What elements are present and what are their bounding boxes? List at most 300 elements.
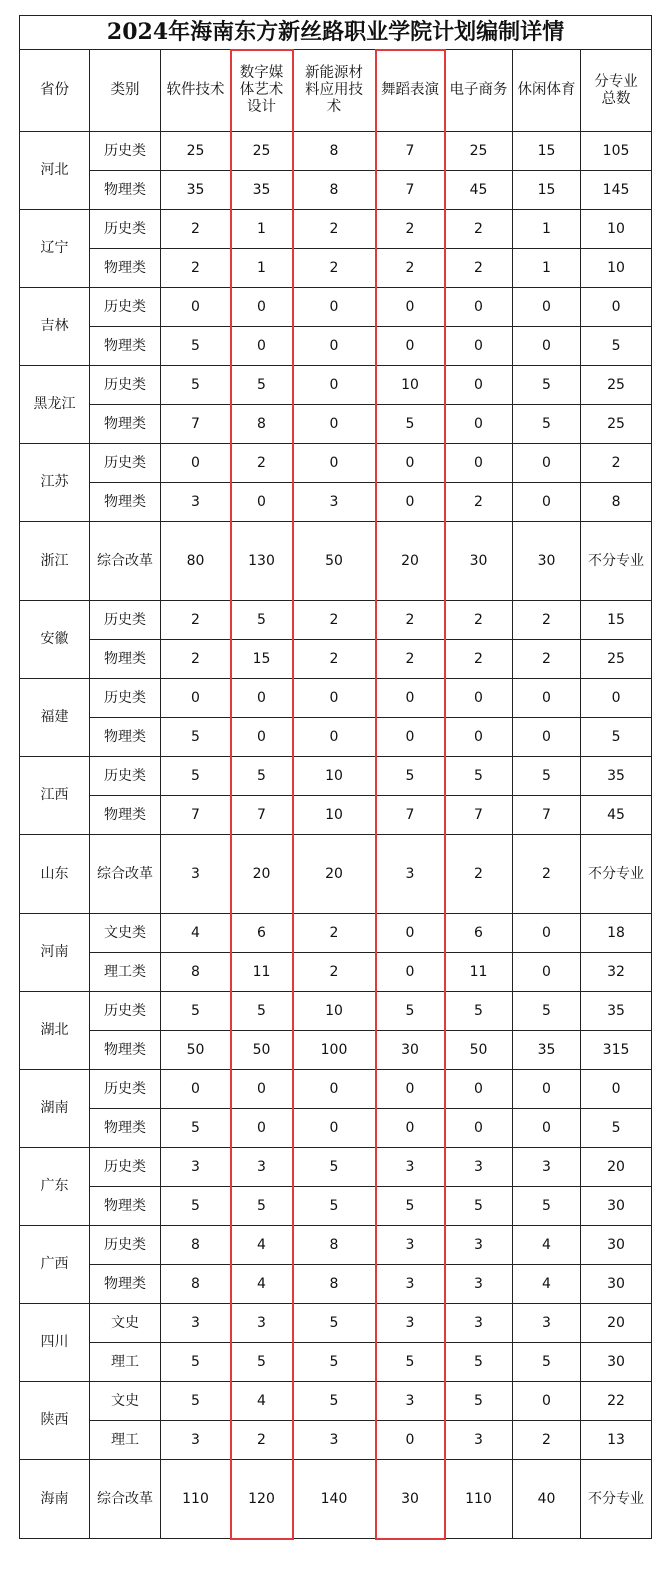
total-cell: 25 xyxy=(581,366,652,405)
value-cell: 3 xyxy=(376,1304,445,1343)
category-cell: 历史类 xyxy=(90,601,161,640)
value-cell: 0 xyxy=(513,483,581,522)
province-cell: 辽宁 xyxy=(20,210,90,288)
value-cell: 3 xyxy=(445,1304,513,1343)
category-cell: 文史 xyxy=(90,1304,161,1343)
total-cell: 30 xyxy=(581,1226,652,1265)
province-cell: 湖北 xyxy=(20,992,90,1070)
value-cell: 0 xyxy=(376,679,445,718)
total-cell: 5 xyxy=(581,718,652,757)
value-cell: 3 xyxy=(376,1265,445,1304)
category-cell: 历史类 xyxy=(90,757,161,796)
value-cell: 100 xyxy=(293,1031,376,1070)
value-cell: 50 xyxy=(293,522,376,601)
value-cell: 2 xyxy=(293,249,376,288)
value-cell: 2 xyxy=(445,835,513,914)
value-cell: 10 xyxy=(293,757,376,796)
table-row xyxy=(20,1304,652,1343)
value-cell: 2 xyxy=(293,914,376,953)
total-cell: 25 xyxy=(581,640,652,679)
province-cell: 河南 xyxy=(20,914,90,992)
table-row xyxy=(20,914,652,953)
table-row xyxy=(20,366,652,405)
value-cell: 5 xyxy=(513,405,581,444)
value-cell: 80 xyxy=(161,522,231,601)
value-cell: 0 xyxy=(231,1070,293,1109)
category-cell: 历史类 xyxy=(90,366,161,405)
value-cell: 30 xyxy=(376,1460,445,1539)
value-cell: 3 xyxy=(376,1382,445,1421)
value-cell: 5 xyxy=(376,1187,445,1226)
value-cell: 2 xyxy=(376,601,445,640)
table-row xyxy=(20,679,652,718)
table-title: 2024年海南东方新丝路职业学院计划编制详情 xyxy=(20,16,652,50)
value-cell: 0 xyxy=(445,444,513,483)
total-cell: 15 xyxy=(581,601,652,640)
value-cell: 7 xyxy=(376,132,445,171)
province-cell: 吉林 xyxy=(20,288,90,366)
value-cell: 5 xyxy=(161,1109,231,1148)
value-cell: 2 xyxy=(293,210,376,249)
total-cell: 8 xyxy=(581,483,652,522)
value-cell: 0 xyxy=(293,1070,376,1109)
value-cell: 30 xyxy=(445,522,513,601)
value-cell: 0 xyxy=(293,679,376,718)
value-cell: 5 xyxy=(376,1343,445,1382)
value-cell: 1 xyxy=(513,210,581,249)
value-cell: 35 xyxy=(161,171,231,210)
total-cell: 20 xyxy=(581,1304,652,1343)
value-cell: 5 xyxy=(445,1187,513,1226)
header-province xyxy=(20,50,90,132)
value-cell: 140 xyxy=(293,1460,376,1539)
value-cell: 7 xyxy=(161,796,231,835)
value-cell: 5 xyxy=(231,757,293,796)
total-cell: 0 xyxy=(581,679,652,718)
category-cell: 综合改革 xyxy=(90,522,161,601)
header-line: 休闲体育 xyxy=(517,82,576,98)
table-row xyxy=(20,1421,652,1460)
value-cell: 3 xyxy=(161,483,231,522)
table-row xyxy=(20,327,652,366)
value-cell: 50 xyxy=(445,1031,513,1070)
value-cell: 6 xyxy=(231,914,293,953)
value-cell: 8 xyxy=(293,1265,376,1304)
value-cell: 5 xyxy=(376,757,445,796)
value-cell: 5 xyxy=(231,992,293,1031)
value-cell: 3 xyxy=(293,1421,376,1460)
category-cell: 物理类 xyxy=(90,796,161,835)
value-cell: 1 xyxy=(231,210,293,249)
total-cell: 5 xyxy=(581,1109,652,1148)
table-row xyxy=(20,640,652,679)
value-cell: 2 xyxy=(376,249,445,288)
value-cell: 5 xyxy=(293,1148,376,1187)
value-cell: 0 xyxy=(293,405,376,444)
category-cell: 历史类 xyxy=(90,132,161,171)
total-cell: 13 xyxy=(581,1421,652,1460)
value-cell: 0 xyxy=(376,1070,445,1109)
value-cell: 2 xyxy=(445,640,513,679)
table-row xyxy=(20,1187,652,1226)
value-cell: 2 xyxy=(513,1421,581,1460)
value-cell: 0 xyxy=(161,1070,231,1109)
value-cell: 2 xyxy=(513,601,581,640)
table-body xyxy=(20,132,652,1539)
value-cell: 3 xyxy=(161,1421,231,1460)
table-row xyxy=(20,1226,652,1265)
value-cell: 0 xyxy=(376,444,445,483)
category-cell: 理工类 xyxy=(90,953,161,992)
value-cell: 2 xyxy=(161,249,231,288)
header-row xyxy=(20,50,652,132)
table-row xyxy=(20,522,652,601)
header-line: 新能源材 xyxy=(305,65,363,81)
total-cell: 20 xyxy=(581,1148,652,1187)
value-cell: 3 xyxy=(513,1304,581,1343)
header-total xyxy=(581,50,652,132)
value-cell: 2 xyxy=(445,601,513,640)
value-cell: 40 xyxy=(513,1460,581,1539)
value-cell: 130 xyxy=(231,522,293,601)
table-row xyxy=(20,1031,652,1070)
value-cell: 5 xyxy=(513,366,581,405)
category-cell: 历史类 xyxy=(90,992,161,1031)
total-cell: 30 xyxy=(581,1343,652,1382)
value-cell: 2 xyxy=(376,640,445,679)
value-cell: 5 xyxy=(293,1304,376,1343)
value-cell: 45 xyxy=(445,171,513,210)
value-cell: 3 xyxy=(376,1148,445,1187)
value-cell: 0 xyxy=(231,327,293,366)
value-cell: 120 xyxy=(231,1460,293,1539)
value-cell: 5 xyxy=(513,757,581,796)
value-cell: 10 xyxy=(293,992,376,1031)
value-cell: 0 xyxy=(376,327,445,366)
value-cell: 0 xyxy=(161,444,231,483)
category-cell: 历史类 xyxy=(90,1226,161,1265)
value-cell: 3 xyxy=(293,483,376,522)
value-cell: 2 xyxy=(513,835,581,914)
value-cell: 8 xyxy=(293,171,376,210)
value-cell: 0 xyxy=(293,327,376,366)
value-cell: 7 xyxy=(231,796,293,835)
value-cell: 3 xyxy=(231,1304,293,1343)
province-cell: 四川 xyxy=(20,1304,90,1382)
value-cell: 0 xyxy=(376,483,445,522)
table-row xyxy=(20,171,652,210)
value-cell: 0 xyxy=(376,1109,445,1148)
table-row xyxy=(20,718,652,757)
table-row xyxy=(20,210,652,249)
value-cell: 0 xyxy=(445,1109,513,1148)
value-cell: 0 xyxy=(445,718,513,757)
table-row xyxy=(20,444,652,483)
value-cell: 7 xyxy=(161,405,231,444)
value-cell: 2 xyxy=(445,210,513,249)
value-cell: 5 xyxy=(293,1343,376,1382)
value-cell: 7 xyxy=(376,171,445,210)
total-cell: 不分专业 xyxy=(581,1460,652,1539)
table-row xyxy=(20,953,652,992)
value-cell: 5 xyxy=(513,1187,581,1226)
value-cell: 8 xyxy=(161,953,231,992)
value-cell: 3 xyxy=(513,1148,581,1187)
value-cell: 4 xyxy=(513,1265,581,1304)
value-cell: 15 xyxy=(513,171,581,210)
province-cell: 安徽 xyxy=(20,601,90,679)
value-cell: 4 xyxy=(231,1226,293,1265)
value-cell: 0 xyxy=(231,483,293,522)
category-cell: 综合改革 xyxy=(90,835,161,914)
province-cell: 浙江 xyxy=(20,522,90,601)
header-line: 体艺术 xyxy=(239,82,284,98)
value-cell: 10 xyxy=(376,366,445,405)
table-row xyxy=(20,1382,652,1421)
total-cell: 5 xyxy=(581,327,652,366)
value-cell: 5 xyxy=(231,1187,293,1226)
header-line: 分专业 xyxy=(594,73,638,90)
value-cell: 0 xyxy=(231,1109,293,1148)
value-cell: 20 xyxy=(293,835,376,914)
value-cell: 5 xyxy=(161,1382,231,1421)
value-cell: 3 xyxy=(376,1226,445,1265)
total-cell: 30 xyxy=(581,1265,652,1304)
value-cell: 0 xyxy=(513,718,581,757)
value-cell: 20 xyxy=(376,522,445,601)
value-cell: 3 xyxy=(376,835,445,914)
category-cell: 物理类 xyxy=(90,249,161,288)
value-cell: 2 xyxy=(445,483,513,522)
total-cell: 105 xyxy=(581,132,652,171)
value-cell: 30 xyxy=(376,1031,445,1070)
total-cell: 18 xyxy=(581,914,652,953)
value-cell: 5 xyxy=(231,1343,293,1382)
value-cell: 4 xyxy=(231,1265,293,1304)
category-cell: 物理类 xyxy=(90,171,161,210)
province-cell: 江西 xyxy=(20,757,90,835)
header-line: 电子商务 xyxy=(449,82,508,98)
value-cell: 5 xyxy=(231,601,293,640)
table-row xyxy=(20,1070,652,1109)
value-cell: 5 xyxy=(161,1187,231,1226)
value-cell: 0 xyxy=(513,288,581,327)
category-cell: 物理类 xyxy=(90,1031,161,1070)
total-cell: 35 xyxy=(581,992,652,1031)
value-cell: 5 xyxy=(161,757,231,796)
province-cell: 陕西 xyxy=(20,1382,90,1460)
table-row xyxy=(20,483,652,522)
value-cell: 8 xyxy=(161,1226,231,1265)
value-cell: 5 xyxy=(513,1343,581,1382)
category-cell: 物理类 xyxy=(90,1265,161,1304)
total-cell: 30 xyxy=(581,1187,652,1226)
value-cell: 50 xyxy=(231,1031,293,1070)
total-cell: 0 xyxy=(581,1070,652,1109)
value-cell: 5 xyxy=(445,1382,513,1421)
province-cell: 广西 xyxy=(20,1226,90,1304)
value-cell: 0 xyxy=(513,953,581,992)
table-row xyxy=(20,1265,652,1304)
header-line: 料应用技 xyxy=(305,82,363,98)
total-cell: 25 xyxy=(581,405,652,444)
value-cell: 0 xyxy=(513,1070,581,1109)
value-cell: 0 xyxy=(376,1421,445,1460)
province-cell: 海南 xyxy=(20,1460,90,1539)
value-cell: 3 xyxy=(445,1421,513,1460)
total-cell: 22 xyxy=(581,1382,652,1421)
category-cell: 物理类 xyxy=(90,1109,161,1148)
category-cell: 历史类 xyxy=(90,1148,161,1187)
value-cell: 0 xyxy=(513,327,581,366)
table-row xyxy=(20,1148,652,1187)
value-cell: 2 xyxy=(161,601,231,640)
category-cell: 文史类 xyxy=(90,914,161,953)
value-cell: 30 xyxy=(513,522,581,601)
value-cell: 0 xyxy=(376,288,445,327)
value-cell: 7 xyxy=(513,796,581,835)
value-cell: 7 xyxy=(445,796,513,835)
category-cell: 理工 xyxy=(90,1421,161,1460)
category-cell: 物理类 xyxy=(90,327,161,366)
value-cell: 5 xyxy=(293,1382,376,1421)
value-cell: 0 xyxy=(293,718,376,757)
value-cell: 110 xyxy=(161,1460,231,1539)
table-row xyxy=(20,288,652,327)
value-cell: 1 xyxy=(513,249,581,288)
value-cell: 4 xyxy=(513,1226,581,1265)
value-cell: 1 xyxy=(231,249,293,288)
total-cell: 45 xyxy=(581,796,652,835)
province-cell: 湖南 xyxy=(20,1070,90,1148)
value-cell: 3 xyxy=(161,1148,231,1187)
value-cell: 2 xyxy=(293,953,376,992)
value-cell: 2 xyxy=(231,1421,293,1460)
value-cell: 3 xyxy=(161,1304,231,1343)
value-cell: 8 xyxy=(231,405,293,444)
header-digital-media xyxy=(231,50,293,132)
value-cell: 5 xyxy=(161,992,231,1031)
value-cell: 4 xyxy=(231,1382,293,1421)
province-cell: 黑龙江 xyxy=(20,366,90,444)
province-cell: 山东 xyxy=(20,835,90,914)
header-dance xyxy=(376,50,445,132)
value-cell: 110 xyxy=(445,1460,513,1539)
value-cell: 20 xyxy=(231,835,293,914)
table-row xyxy=(20,405,652,444)
value-cell: 0 xyxy=(445,327,513,366)
value-cell: 0 xyxy=(231,288,293,327)
value-cell: 0 xyxy=(445,679,513,718)
category-cell: 物理类 xyxy=(90,483,161,522)
value-cell: 3 xyxy=(445,1148,513,1187)
value-cell: 5 xyxy=(161,1343,231,1382)
total-cell: 32 xyxy=(581,953,652,992)
value-cell: 35 xyxy=(231,171,293,210)
value-cell: 0 xyxy=(293,366,376,405)
value-cell: 25 xyxy=(161,132,231,171)
value-cell: 5 xyxy=(161,366,231,405)
province-cell: 江苏 xyxy=(20,444,90,522)
value-cell: 8 xyxy=(293,132,376,171)
value-cell: 11 xyxy=(445,953,513,992)
value-cell: 0 xyxy=(293,444,376,483)
value-cell: 5 xyxy=(161,718,231,757)
value-cell: 0 xyxy=(513,679,581,718)
value-cell: 5 xyxy=(376,405,445,444)
category-cell: 物理类 xyxy=(90,718,161,757)
header-line: 软件技术 xyxy=(166,82,225,98)
category-cell: 理工 xyxy=(90,1343,161,1382)
value-cell: 0 xyxy=(161,288,231,327)
province-cell: 福建 xyxy=(20,679,90,757)
value-cell: 0 xyxy=(231,718,293,757)
header-line: 术 xyxy=(326,99,342,115)
category-cell: 历史类 xyxy=(90,1070,161,1109)
value-cell: 2 xyxy=(293,640,376,679)
value-cell: 2 xyxy=(513,640,581,679)
value-cell: 35 xyxy=(513,1031,581,1070)
category-cell: 历史类 xyxy=(90,210,161,249)
plan-table xyxy=(19,15,652,1539)
value-cell: 0 xyxy=(445,405,513,444)
header-category xyxy=(90,50,161,132)
table-row xyxy=(20,1343,652,1382)
value-cell: 5 xyxy=(445,757,513,796)
total-cell: 145 xyxy=(581,171,652,210)
table-row xyxy=(20,249,652,288)
value-cell: 8 xyxy=(293,1226,376,1265)
table-row xyxy=(20,757,652,796)
table-row xyxy=(20,1109,652,1148)
value-cell: 2 xyxy=(293,601,376,640)
category-cell: 历史类 xyxy=(90,444,161,483)
category-cell: 综合改革 xyxy=(90,1460,161,1539)
value-cell: 5 xyxy=(231,366,293,405)
value-cell: 0 xyxy=(445,288,513,327)
value-cell: 3 xyxy=(445,1226,513,1265)
total-cell: 10 xyxy=(581,249,652,288)
category-cell: 物理类 xyxy=(90,640,161,679)
category-cell: 文史 xyxy=(90,1382,161,1421)
value-cell: 10 xyxy=(293,796,376,835)
value-cell: 6 xyxy=(445,914,513,953)
province-cell: 河北 xyxy=(20,132,90,210)
table-row xyxy=(20,835,652,914)
header-new-energy xyxy=(293,50,376,132)
value-cell: 3 xyxy=(161,835,231,914)
province-cell: 广东 xyxy=(20,1148,90,1226)
value-cell: 0 xyxy=(161,679,231,718)
value-cell: 7 xyxy=(376,796,445,835)
value-cell: 3 xyxy=(445,1265,513,1304)
value-cell: 8 xyxy=(161,1265,231,1304)
value-cell: 0 xyxy=(376,914,445,953)
total-cell: 0 xyxy=(581,288,652,327)
value-cell: 0 xyxy=(376,953,445,992)
value-cell: 0 xyxy=(445,366,513,405)
value-cell: 5 xyxy=(445,1343,513,1382)
header-line: 舞蹈表演 xyxy=(381,82,439,98)
value-cell: 0 xyxy=(513,914,581,953)
value-cell: 15 xyxy=(513,132,581,171)
category-cell: 物理类 xyxy=(90,1187,161,1226)
value-cell: 0 xyxy=(293,1109,376,1148)
value-cell: 5 xyxy=(161,327,231,366)
category-cell: 历史类 xyxy=(90,679,161,718)
table-row xyxy=(20,601,652,640)
value-cell: 2 xyxy=(376,210,445,249)
